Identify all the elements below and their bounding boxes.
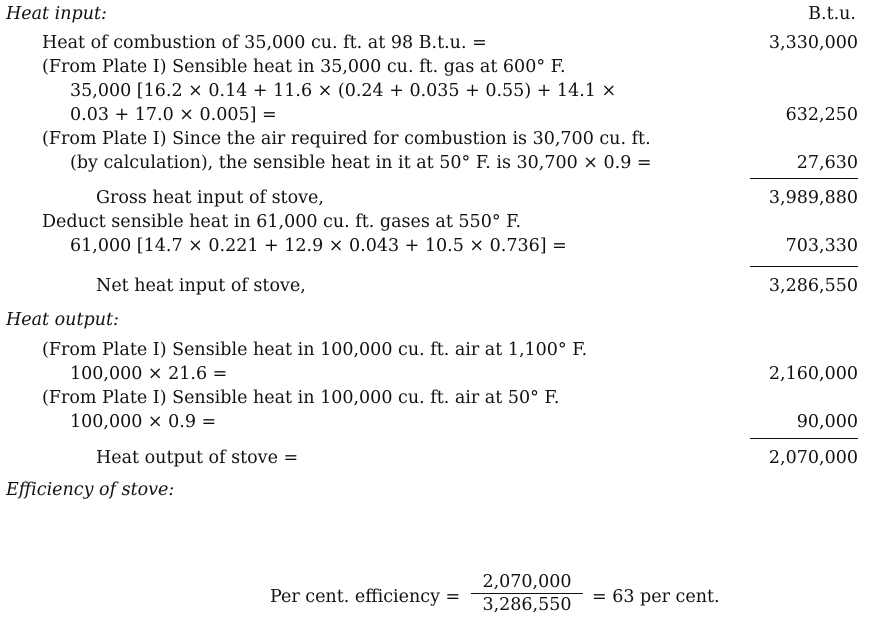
sensible-gas-line-2: 35,000 [16.2 × 0.14 + 11.6 × (0.24 + 0.035 + 0.55) + 14.1 × (70, 81, 617, 101)
sensible-gas-line-1: (From Plate I) Sensible heat in 35,000 cu. ft. gas at 600° F. (42, 57, 566, 77)
sensible-gas-value: 632,250 (785, 105, 858, 125)
net-label: Net heat input of stove, (96, 276, 306, 296)
sum-rule (750, 178, 858, 179)
hot-air-line-2: 100,000 × 21.6 = (70, 364, 228, 384)
difference-rule (750, 266, 858, 267)
gross-value: 3,989,880 (768, 188, 858, 208)
output-value: 2,070,000 (768, 448, 858, 468)
efficiency-fraction (467, 572, 587, 615)
unit-header: B.t.u. (808, 4, 856, 24)
heat-input-heading: Heat input: (6, 4, 107, 24)
air-line-2: (by calculation), the sensible heat in it at 50° F. is 30,700 × 0.9 = (70, 153, 652, 173)
fraction-bar (471, 593, 583, 594)
fraction-denominator: 3,286,550 (482, 595, 572, 615)
deduct-value: 703,330 (785, 236, 858, 256)
cold-air-line-2: 100,000 × 0.9 = (70, 412, 217, 432)
efficiency-result: = 63 per cent. (592, 587, 720, 607)
air-value: 27,630 (796, 153, 858, 173)
gross-label: Gross heat input of stove, (96, 188, 324, 208)
net-value: 3,286,550 (768, 276, 858, 296)
sensible-gas-line-3: 0.03 + 17.0 × 0.005] = (70, 105, 277, 125)
heat-output-heading: Heat output: (6, 310, 119, 330)
fraction-numerator: 2,070,000 (482, 572, 572, 592)
cold-air-value: 90,000 (796, 412, 858, 432)
hot-air-line-1: (From Plate I) Sensible heat in 100,000 cu. ft. air at 1,100° F. (42, 340, 588, 360)
deduct-line-2: 61,000 [14.7 × 0.221 + 12.9 × 0.043 + 10.5 × 0.736] = (70, 236, 567, 256)
output-rule (750, 438, 858, 439)
combustion-value: 3,330,000 (768, 33, 858, 53)
efficiency-lhs: Per cent. efficiency = (270, 587, 461, 607)
efficiency-heading: Efficiency of stove: (6, 480, 175, 500)
cold-air-line-1: (From Plate I) Sensible heat in 100,000 cu. ft. air at 50° F. (42, 388, 560, 408)
hot-air-value: 2,160,000 (768, 364, 858, 384)
output-label: Heat output of stove = (96, 448, 299, 468)
deduct-line-1: Deduct sensible heat in 61,000 cu. ft. gases at 550° F. (42, 212, 522, 232)
air-line-1: (From Plate I) Since the air required for combustion is 30,700 cu. ft. (42, 129, 651, 149)
combustion-label: Heat of combustion of 35,000 cu. ft. at 98 B.t.u. = (42, 33, 487, 53)
